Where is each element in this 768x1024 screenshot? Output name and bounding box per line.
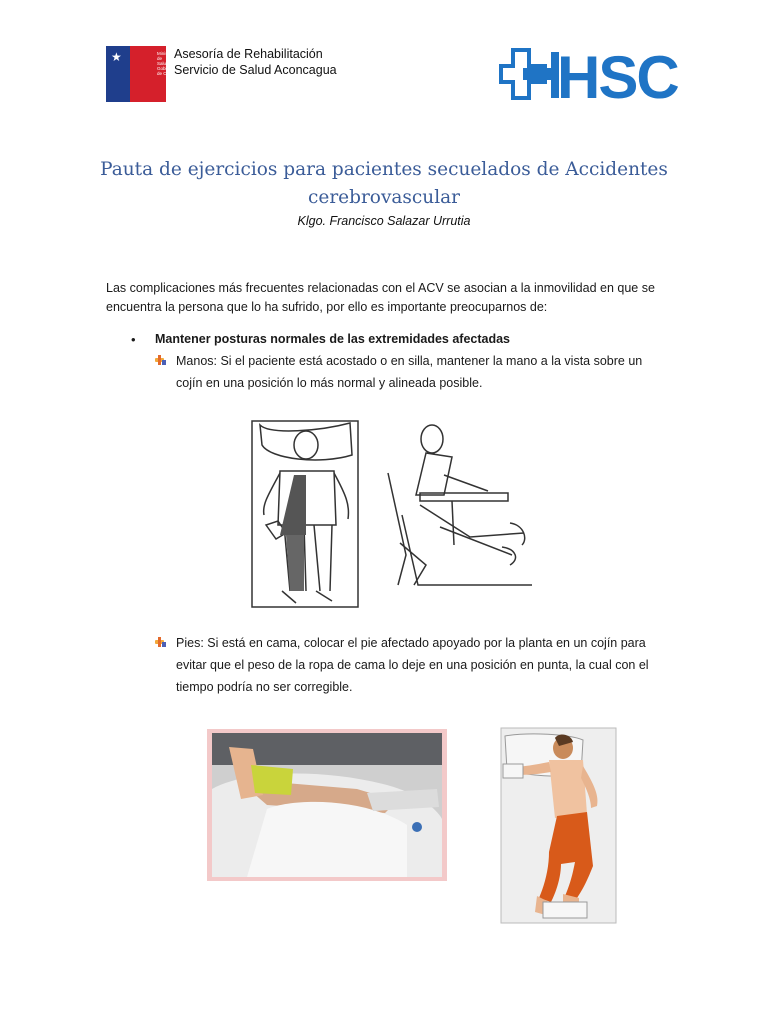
bullet-heading: Mantener posturas normales de las extremidades afectadas xyxy=(155,332,511,346)
pointing-hand-icon xyxy=(155,636,167,648)
intro-paragraph xyxy=(106,279,666,317)
star-icon: ★ xyxy=(111,50,122,64)
org-line-1: Asesoría de Rehabilitación xyxy=(174,47,323,61)
page-title xyxy=(0,156,768,212)
org-line-2: Servicio de Salud Aconcagua xyxy=(174,63,337,77)
manos-text: Manos: Si el paciente está acostado o en silla, mantener la mano a la vista sobre un cojín en una posición lo más normal y alineada posible. xyxy=(176,354,643,390)
hsc-logo-text: HSC xyxy=(557,44,678,111)
gov-logo-text: Ministerio de Salud Gobierno de Chile xyxy=(157,51,177,76)
government-logo xyxy=(106,46,177,102)
bullet-icon: • xyxy=(131,332,136,347)
intro-line-2: encuentra la persona que lo ha sufrido, por ello es importante preocuparnos de: xyxy=(106,300,548,314)
hand-position-illustration xyxy=(240,415,538,612)
lying-person-illustration xyxy=(499,726,618,925)
hsc-logo xyxy=(499,44,678,111)
pies-text: Pies: Si está en cama, colocar el pie afectado apoyado por la planta en un cojín para evitar que el peso de la ropa de cama lo deje en una posición en punta, la cual con el tiempo podría no ser corregible. xyxy=(176,636,649,694)
title-line-1: Pauta de ejercicios para pacientes secuelados de Accidentes xyxy=(100,159,668,180)
author-line: Klgo. Francisco Salazar Urrutia xyxy=(297,214,471,228)
pointing-hand-icon xyxy=(155,354,167,366)
foot-pillow-photo xyxy=(207,729,447,881)
intro-line-1: Las complicaciones más frecuentes relacionadas con el ACV se asocian a la inmovilidad en que se xyxy=(106,281,655,295)
organization-name xyxy=(174,46,337,78)
title-line-2: cerebrovascular xyxy=(308,187,460,208)
